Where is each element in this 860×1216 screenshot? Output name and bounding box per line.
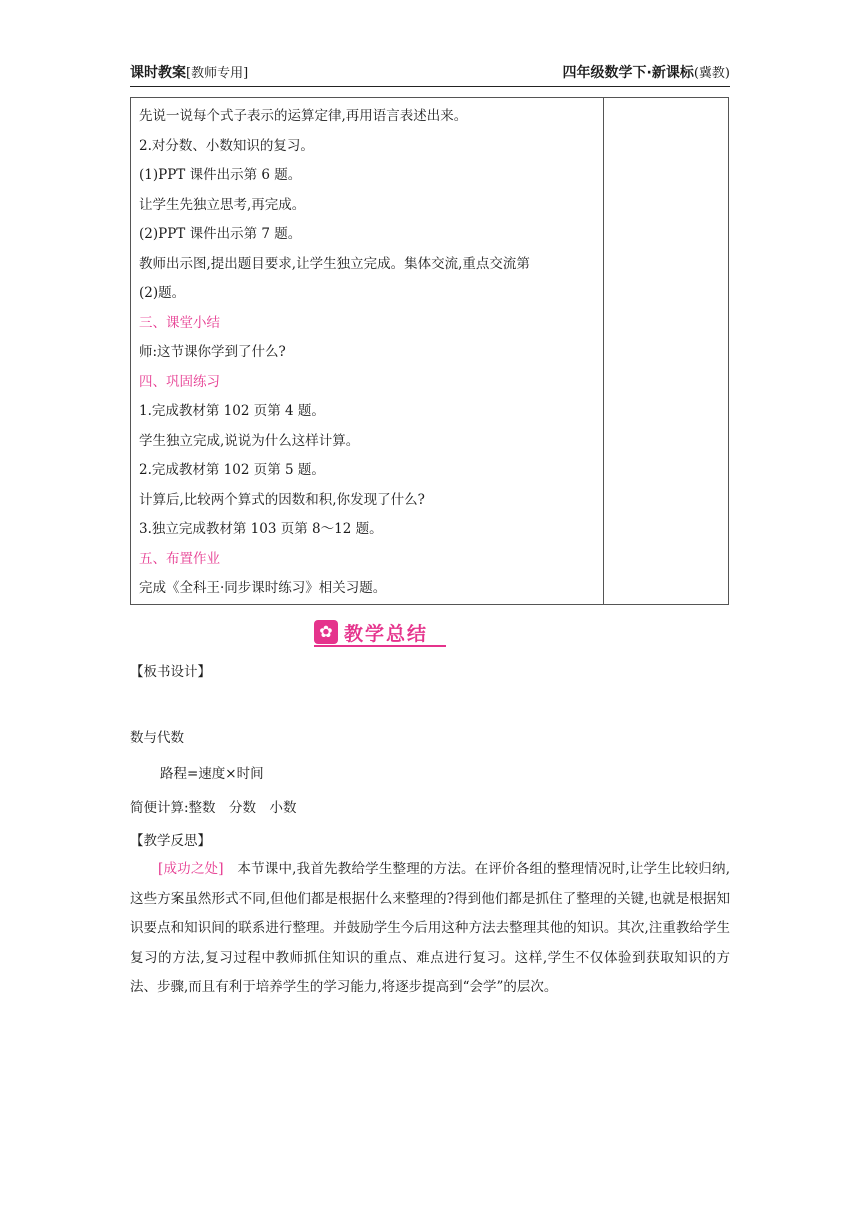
header-left-main: 课时教案 <box>130 65 186 81</box>
reflection-tag: [成功之处] <box>158 861 224 877</box>
header-left <box>130 62 248 82</box>
reflection-heading: 【教学反思】 <box>130 833 211 849</box>
summary-banner-title: 教学总结 <box>344 623 429 645</box>
board-design-heading: 【板书设计】 <box>130 664 211 680</box>
lesson-line: (1)PPT 课件出示第 6 题。 <box>139 167 302 183</box>
header-right <box>563 62 730 82</box>
reflection-text: 本节课中,我首先教给学生整理的方法。在评价各组的整理情况时,让学生比较归纳,这些方案虽然形式不同,但他们都是根据什么来整理的?得到他们都是抓住了整理的关键,也就是根据知识要点和知识间的联系进行整理。并鼓励学生今后用这种方法去整理其他的知识。其次,注重教给学生复习的方法,复习过程中教师抓住知识的重点、难点进行复习。这样,学生不仅体验到获取知识的方法、步骤,而且有利于培养学生的学习能力,将逐步提高到“会学”的层次。 <box>130 861 730 995</box>
board-line-1: 数与代数 <box>130 730 184 746</box>
lesson-line: 2.完成教材第 102 页第 5 题。 <box>139 462 325 478</box>
section-heading: 五、布置作业 <box>139 550 220 567</box>
board-line-3: 简便计算:整数 分数 小数 <box>130 800 297 816</box>
header-right-sub: (冀教) <box>693 66 730 81</box>
board-line-2: 路程=速度×时间 <box>160 766 264 782</box>
lesson-table <box>130 97 729 605</box>
lesson-line: (2)题。 <box>139 285 186 301</box>
lesson-line: 先说一说每个式子表示的运算定律,再用语言表述出来。 <box>139 108 468 124</box>
table-column-divider <box>603 98 604 604</box>
header-right-main: 四年级数学下·新课标 <box>562 65 694 81</box>
summary-banner <box>314 619 446 645</box>
header-rule <box>130 86 730 87</box>
reflection-paragraph <box>130 855 730 1003</box>
lesson-line: 2.对分数、小数知识的复习。 <box>139 137 314 154</box>
page-header <box>130 62 730 84</box>
swirl-icon: ✿ <box>314 620 338 644</box>
section-heading: 四、巩固练习 <box>139 373 220 390</box>
lesson-line: 计算后,比较两个算式的因数和积,你发现了什么? <box>139 491 425 508</box>
lesson-line: 3.独立完成教材第 103 页第 8～12 题。 <box>139 521 383 537</box>
lesson-line: 师:这节课你学到了什么? <box>139 344 286 360</box>
lesson-line: 1.完成教材第 102 页第 4 题。 <box>139 403 325 419</box>
header-left-sub: [教师专用] <box>186 66 249 81</box>
lesson-line: 完成《全科王·同步课时练习》相关习题。 <box>139 580 387 596</box>
lesson-line: (2)PPT 课件出示第 7 题。 <box>139 226 302 242</box>
section-heading: 三、课堂小结 <box>139 314 220 331</box>
lesson-line: 学生独立完成,说说为什么这样计算。 <box>139 432 360 449</box>
lesson-line: 让学生先独立思考,再完成。 <box>139 196 306 213</box>
lesson-line: 教师出示图,提出题目要求,让学生独立完成。集体交流,重点交流第 <box>139 255 530 272</box>
summary-banner-underline <box>314 645 446 647</box>
